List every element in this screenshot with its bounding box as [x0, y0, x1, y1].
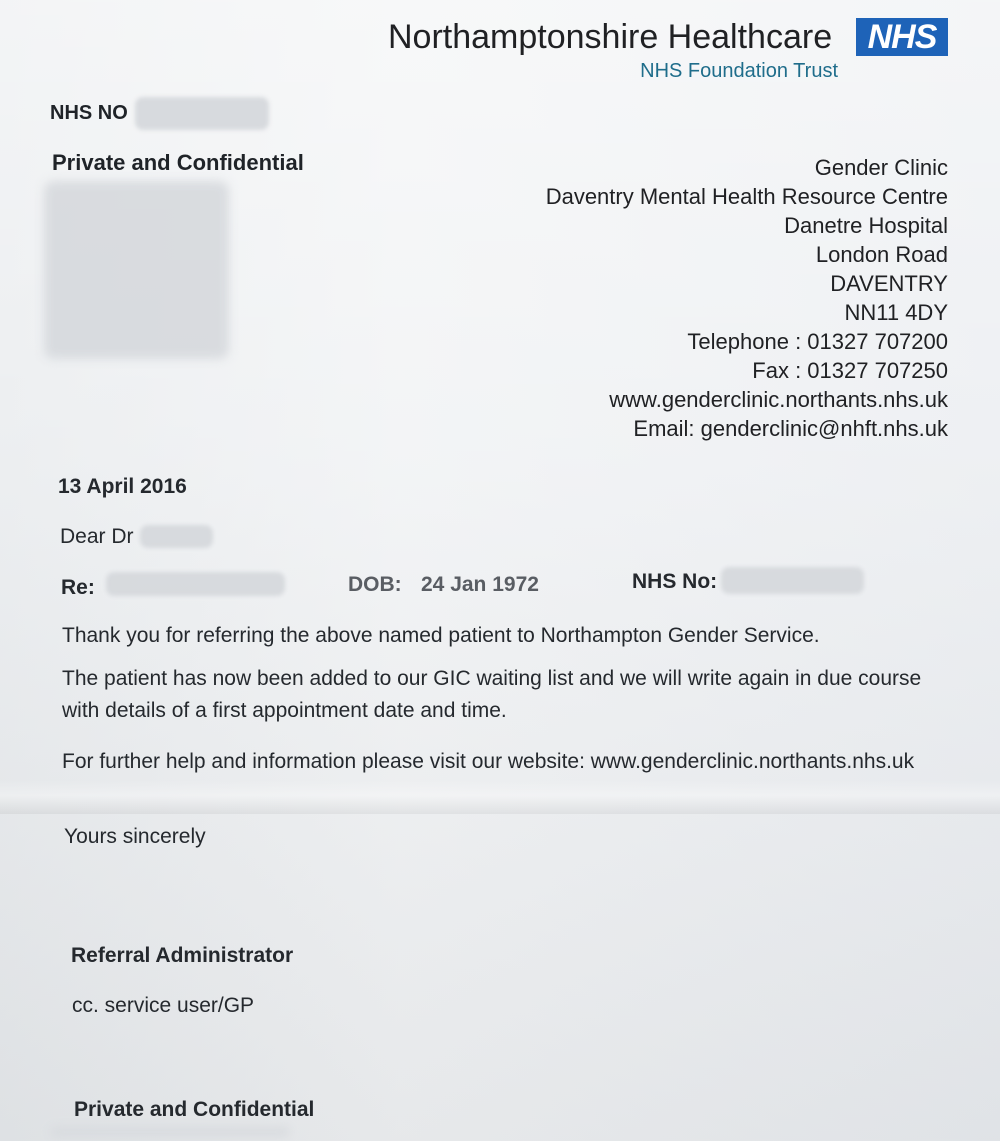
paragraph-website: For further help and information please visit our website: www.genderclinic.northants.nhs.uk	[62, 750, 915, 773]
letterhead	[388, 18, 948, 88]
telephone: Telephone : 01327 707200	[687, 329, 948, 354]
fax: Fax : 01327 707250	[752, 358, 948, 383]
website-link: www.genderclinic.northants.nhs.uk	[609, 387, 948, 412]
paper-fold	[0, 780, 1000, 814]
redacted-patient-name	[106, 572, 285, 596]
salutation: Dear Dr	[60, 525, 134, 548]
trust-name: NHS Foundation Trust	[640, 60, 838, 82]
redacted-patient-nhs-number	[721, 567, 864, 594]
re-label: Re:	[61, 576, 95, 599]
nhs-logo: NHS	[856, 18, 948, 56]
cc-line: cc. service user/GP	[72, 994, 255, 1017]
resource-centre: Daventry Mental Health Resource Centre	[545, 184, 948, 209]
nhs-number-label: NHS NO	[50, 102, 128, 124]
redacted-recipient-address	[44, 181, 229, 359]
private-confidential-heading: Private and Confidential	[52, 150, 304, 175]
letter-date: 13 April 2016	[58, 475, 187, 498]
town: DAVENTRY	[830, 271, 948, 296]
organization-name: Northamptonshire Healthcare	[388, 18, 833, 56]
redacted-nhs-number	[135, 97, 269, 130]
footer-private-confidential: Private and Confidential	[74, 1098, 315, 1121]
dob-label: DOB:	[348, 573, 402, 596]
dob-value: 24 Jan 1972	[421, 573, 539, 596]
hospital-name: Danetre Hospital	[784, 213, 948, 238]
signatory-title: Referral Administrator	[71, 944, 294, 967]
postcode: NN11 4DY	[844, 300, 948, 325]
paragraph-waiting-list-line-1: The patient has now been added to our GIC waiting list and we will write again in due course	[62, 667, 922, 690]
redacted-doctor-name	[140, 525, 213, 548]
email-address: Email: genderclinic@nhft.nhs.uk	[633, 416, 948, 441]
clinic-address-block	[546, 153, 948, 443]
patient-nhs-number-label: NHS No:	[632, 570, 718, 593]
redacted-footer-address	[50, 1127, 290, 1137]
closing: Yours sincerely	[64, 825, 206, 848]
paragraph-referral: Thank you for referring the above named patient to Northampton Gender Service.	[62, 624, 820, 647]
street-address: London Road	[815, 242, 948, 267]
clinic-name: Gender Clinic	[814, 155, 948, 180]
paragraph-waiting-list-line-2: with details of a first appointment date and time.	[62, 699, 507, 722]
